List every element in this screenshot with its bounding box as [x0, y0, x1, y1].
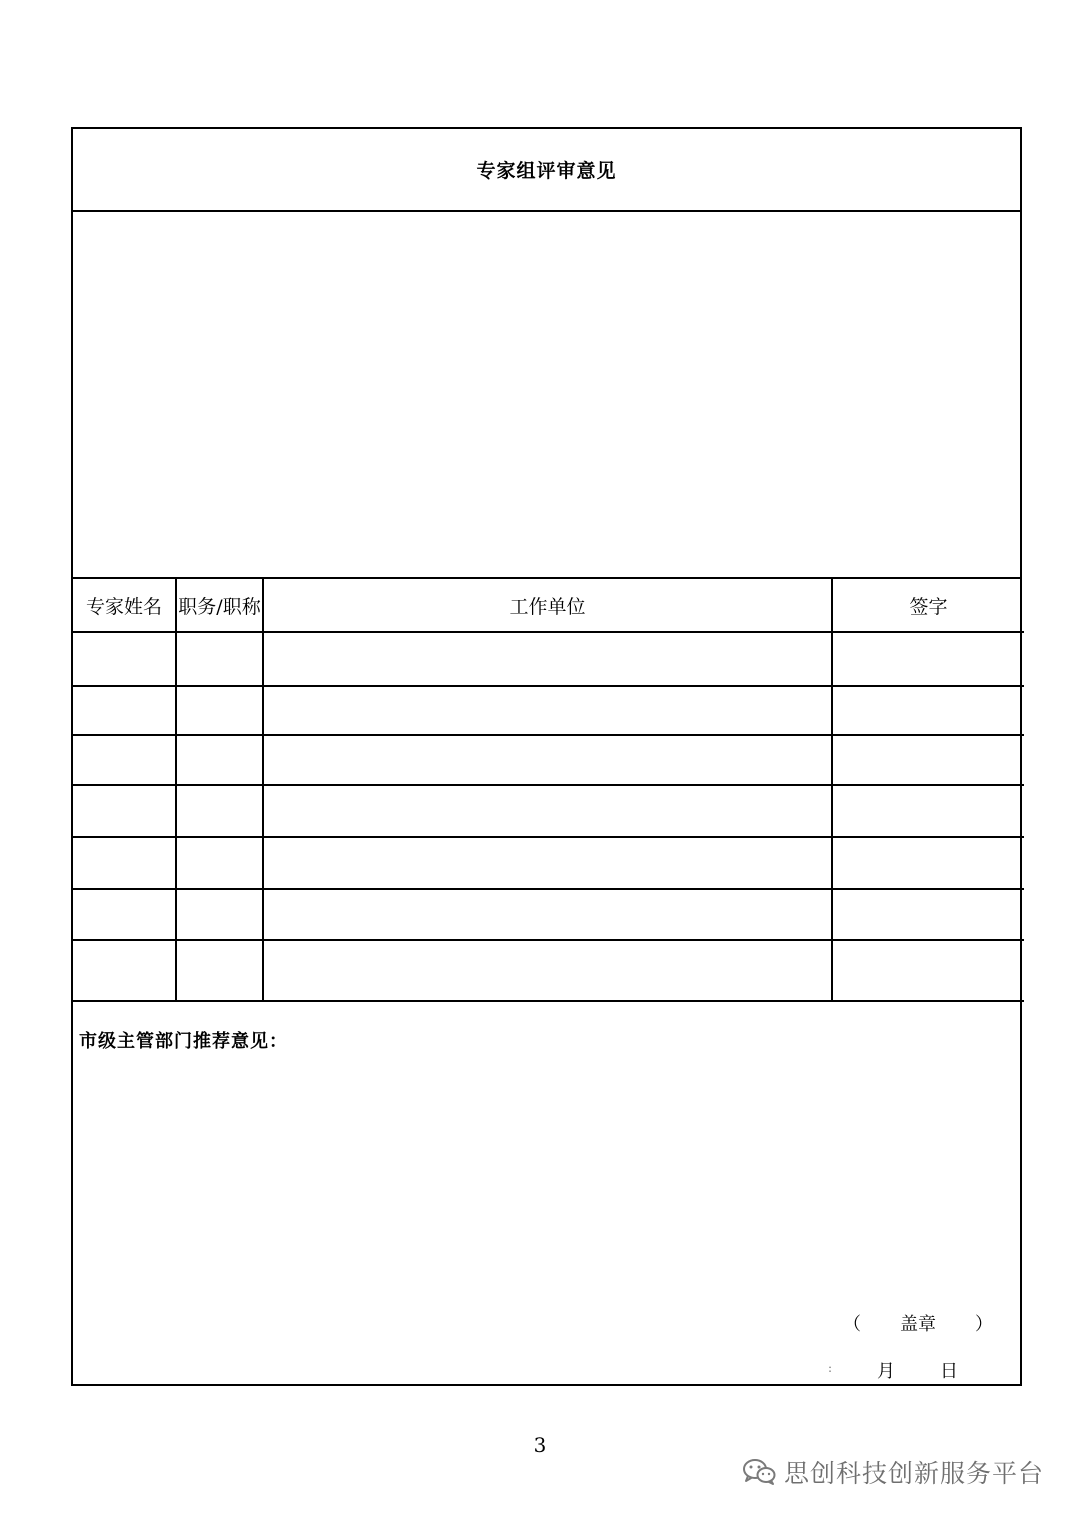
date-line — [828, 1357, 958, 1383]
seal-line — [843, 1310, 993, 1336]
table-row — [73, 735, 1024, 785]
table-header-row — [73, 579, 1024, 632]
work-unit-cell — [263, 889, 832, 940]
page-number: 3 — [533, 1433, 547, 1457]
watermark-text: 思创科技创新服务平台 — [783, 1459, 1044, 1488]
signature-cell — [832, 785, 1024, 837]
date-day: 日 — [939, 1361, 958, 1382]
work-unit-cell — [263, 735, 832, 785]
expert-opinion-area — [73, 212, 1020, 579]
wechat-icon — [742, 1458, 776, 1486]
form-title: 专家组评审意见 — [73, 129, 1020, 212]
expert-name-cell — [73, 735, 176, 785]
expert-table — [73, 579, 1024, 1002]
expert-title-cell — [176, 735, 263, 785]
table-row — [73, 785, 1024, 837]
expert-title-cell — [176, 686, 263, 735]
signature-cell — [832, 735, 1024, 785]
header-signature: 签字 — [832, 579, 1024, 632]
header-expert-name: 专家姓名 — [73, 579, 176, 632]
table-row — [73, 632, 1024, 686]
watermark — [742, 1455, 1044, 1489]
expert-name-cell — [73, 785, 176, 837]
work-unit-cell — [263, 686, 832, 735]
signature-cell — [832, 837, 1024, 889]
work-unit-cell — [263, 837, 832, 889]
signature-cell — [832, 940, 1024, 1001]
expert-name-cell — [73, 686, 176, 735]
table-row — [73, 686, 1024, 735]
table-row — [73, 940, 1024, 1001]
expert-title-cell — [176, 785, 263, 837]
expert-name-cell — [73, 940, 176, 1001]
table-row — [73, 889, 1024, 940]
expert-name-cell — [73, 837, 176, 889]
date-month: 月 — [877, 1361, 896, 1382]
expert-title-cell — [176, 632, 263, 686]
date-mark: : — [828, 1361, 833, 1375]
expert-name-cell — [73, 632, 176, 686]
seal-close-paren: ） — [975, 1314, 993, 1335]
expert-title-cell — [176, 889, 263, 940]
expert-title-cell — [176, 940, 263, 1001]
header-work-unit: 工作单位 — [263, 579, 832, 632]
seal-open-paren: （ — [843, 1314, 861, 1335]
signature-cell — [832, 889, 1024, 940]
table-row — [73, 837, 1024, 889]
review-form — [71, 127, 1022, 1386]
work-unit-cell — [263, 785, 832, 837]
signature-cell — [832, 632, 1024, 686]
expert-name-cell — [73, 889, 176, 940]
work-unit-cell — [263, 632, 832, 686]
signature-cell — [832, 686, 1024, 735]
header-title: 职务/职称 — [176, 579, 263, 632]
seal-label: 盖章 — [900, 1314, 936, 1335]
expert-title-cell — [176, 837, 263, 889]
recommendation-label: 市级主管部门推荐意见： — [79, 1031, 288, 1052]
work-unit-cell — [263, 940, 832, 1001]
